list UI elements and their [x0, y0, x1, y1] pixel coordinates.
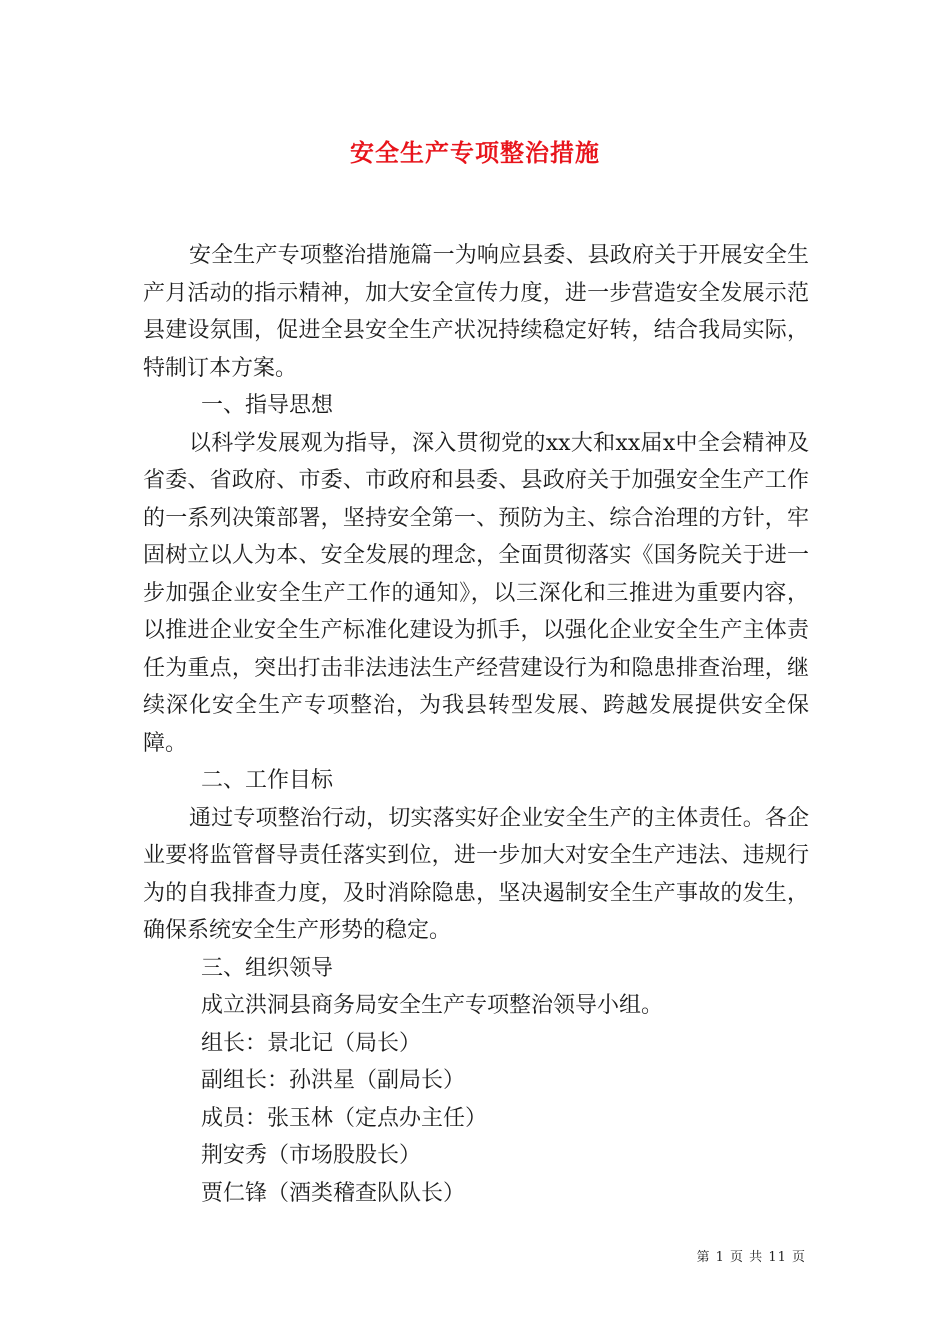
- team-leader-line: 组长：景北记（局长）: [201, 1030, 422, 1056]
- section-heading-organization: 三、组织领导: [201, 955, 334, 981]
- member-line: 成员：张玉林（定点办主任）: [201, 1105, 488, 1131]
- organization-line: 成立洪洞县商务局安全生产专项整治领导小组。: [201, 993, 664, 1018]
- document-body: [143, 237, 809, 1212]
- intro-paragraph: 安全生产专项整治措施篇一为响应县委、县政府关于开展安全生产月活动的指示精神，加大安全宣传力度，进一步营造安全发展示范县建设氛围，促进全县安全生产状况持续稳定好转，结合我局实际，特制订本方案。: [143, 243, 809, 381]
- guiding-ideology-paragraph: 以科学发展观为指导，深入贯彻党的xx大和xx届x中全会精神及省委、省政府、市委、市政府和县委、县政府关于加强安全生产工作的一系列决策部署，坚持安全第一、预防为主、综合治理的方针，牢固树立以人为本、安全发展的理念，全面贯彻落实《国务院关于进一步加强企业安全生产工作的通知》，以三深化和三推进为重要内容，以推进企业安全生产标准化建设为抓手，以强化企业安全生产主体责任为重点，突出打击非法违法生产经营建设行为和隐患排查治理，继续深化安全生产专项整治，为我县转型发展、跨越发展提供安全保障。: [143, 430, 809, 756]
- page-number: 第 1 页 共 11 页: [696, 1250, 806, 1265]
- document-title: 安全生产专项整治措施: [350, 138, 600, 167]
- member-line: 贾仁锋（酒类稽查队队长）: [201, 1180, 466, 1206]
- deputy-leader-line: 副组长：孙洪星（副局长）: [201, 1068, 466, 1093]
- work-goals-paragraph: 通过专项整治行动，切实落实好企业安全生产的主体责任。各企业要将监管督导责任落实到位，进一步加大对安全生产违法、违规行为的自我排查力度，及时消除隐患，坚决遏制安全生产事故的发生，确保系统安全生产形势的稳定。: [143, 805, 809, 943]
- section-heading-guiding-ideology: 一、指导思想: [201, 393, 334, 418]
- member-line: 荆安秀（市场股股长）: [201, 1143, 422, 1168]
- section-heading-work-goals: 二、工作目标: [201, 768, 334, 793]
